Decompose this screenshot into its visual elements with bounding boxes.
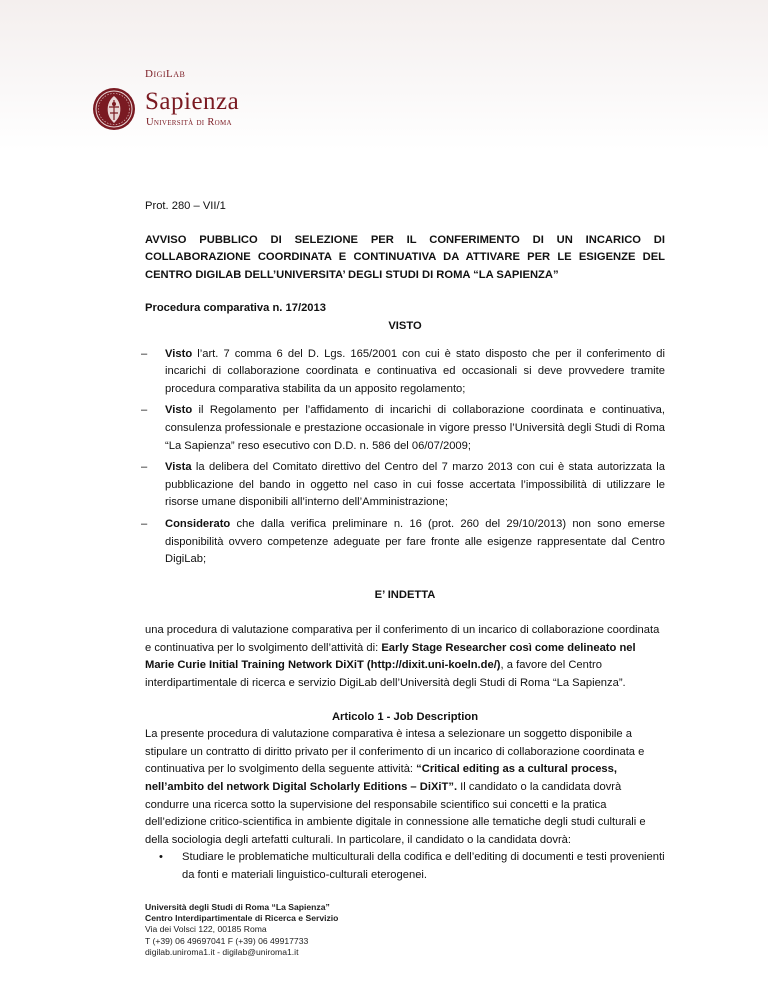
- digilab-label: DigiLab: [145, 68, 186, 80]
- procedure-number: Procedura comparativa n. 17/2013: [145, 302, 326, 315]
- visto-list: [141, 346, 665, 569]
- item-text: la delibera del Comitato direttivo del Centro del 7 marzo 2013 con cui è stata autorizzata la pubblicazione del bando in oggetto nel caso in cui fosse accertata l’impossibilità di utilizzare le risorse umane disponibili all’interno dell’Amministrazione;: [165, 461, 665, 509]
- item-text: che dalla verifica preliminare n. 16 (prot. 260 del 29/10/2013) non sono emerse disponibilità ovvero competenze adeguate per fare fronte alle esigenze rappresentate dal Centro DigiLab;: [165, 517, 665, 566]
- indetta-text: una procedura di valutazione comparativa per il conferimento di un incarico di collaborazione coordinata e continuativa per lo svolgimento dell’attività di:: [145, 624, 660, 654]
- item-keyword: Vista: [165, 461, 192, 474]
- list-item: [141, 516, 665, 569]
- article-text-end: Il candidato o la candidata dovrà condurre una ricerca sotto la supervisione del responsabile scientifico sui concetti e la pratica dell’edizione critico-scientifica in ambiente digitale in connessione alle tematiche degli studi culturali e della sociologia degli artefatti culturali. In particolare, il candidato o la candidata dovrà:: [145, 781, 646, 846]
- article-activity: “Critical editing as a cultural process, nell’ambito del network Digital Scholarly Editions – DiXiT”.: [145, 763, 617, 794]
- sapienza-seal-icon: [92, 87, 136, 131]
- footer-address: Via dei Volsci 122, 00185 Roma: [145, 924, 267, 935]
- dash-mark: –: [141, 461, 148, 474]
- dash-mark: –: [141, 517, 148, 530]
- document-body: [141, 198, 665, 885]
- dash-mark: –: [141, 404, 148, 417]
- list-item: [145, 849, 665, 884]
- list-item: [141, 402, 665, 455]
- letterhead: [0, 0, 768, 150]
- item-text: il Regolamento per l’affidamento di incarichi di collaborazione coordinata e continuativa, consulenza professionale e prestazione occasionale in vigore presso l’Università degli Studi di Roma “La Sapienza” reso esecutivo con D.D. n. 586 del 06/07/2009;: [165, 404, 665, 452]
- letterhead-footer: [145, 902, 338, 958]
- list-item: [141, 346, 665, 399]
- footer-phone: T (+39) 06 49697041 F (+39) 06 49917733: [145, 935, 309, 946]
- item-text: l’art. 7 comma 6 del D. Lgs. 165/2001 con cui è stato disposto che per il conferimento di incarichi di collaborazione coordinata e continuativa ed occasionali si deve provvedere tramite procedura comparativa stabilita da un apposito regolamento;: [165, 347, 665, 395]
- notice-title: AVVISO PUBBLICO DI SELEZIONE PER IL CONFERIMENTO DI UN INCARICO DI COLLABORAZIONE COORDINATA E CONTINUATIVA DA ATTIVARE PER LE ESIGENZE DEL CENTRO DIGILAB DELL’UNIVERSITA’ DEGLI STUDI DI ROMA “LA SAPIENZA”: [145, 233, 665, 281]
- duties-list: [145, 849, 665, 884]
- university-subtitle: Università di Roma: [146, 117, 232, 128]
- protocol-number: Prot. 280 – VII/1: [145, 200, 226, 212]
- bullet-mark: •: [159, 851, 163, 864]
- footer-university: Università degli Studi di Roma “La Sapienza”: [145, 902, 330, 912]
- indetta-heading: E’ INDETTA: [374, 588, 436, 601]
- indetta-role: Early Stage Researcher così come delineato nel Marie Curie Initial Training Network DiXiT (http://dixit.uni-koeln.de/): [145, 641, 636, 672]
- visto-heading: VISTO: [388, 319, 422, 332]
- article-1-heading: Articolo 1 - Job Description: [331, 710, 479, 723]
- article-text: La presente procedura di valutazione comparativa è intesa a selezionare un soggetto disponibile a stipulare un contratto di diritto privato per il conferimento di un incarico di collaborazione coordinata e continuativa per lo svolgimento della seguente attività:: [145, 728, 645, 776]
- indetta-paragraph: [145, 622, 665, 692]
- article-1-paragraph: [145, 726, 665, 849]
- list-item: [141, 459, 665, 512]
- footer-web-email: digilab.uniroma1.it - digilab@uniroma1.it: [145, 946, 299, 957]
- bullet-text: Studiare le problematiche multiculturali della codifica e dell’editing di documenti e testi provenienti da fonti e materiali linguistico-culturali eterogenei.: [182, 851, 665, 881]
- item-keyword: Visto: [165, 347, 193, 360]
- sapienza-brand: Sapienza: [145, 88, 240, 115]
- indetta-text-end: , a favore del Centro interdipartimentale di ricerca e servizio DigiLab dell’Università degli Studi di Roma “La Sapienza”.: [145, 659, 626, 690]
- dash-mark: –: [141, 347, 148, 360]
- footer-centre: Centro Interdipartimentale di Ricerca e Servizio: [145, 913, 339, 924]
- item-keyword: Visto: [165, 404, 193, 417]
- item-keyword: Considerato: [165, 517, 231, 530]
